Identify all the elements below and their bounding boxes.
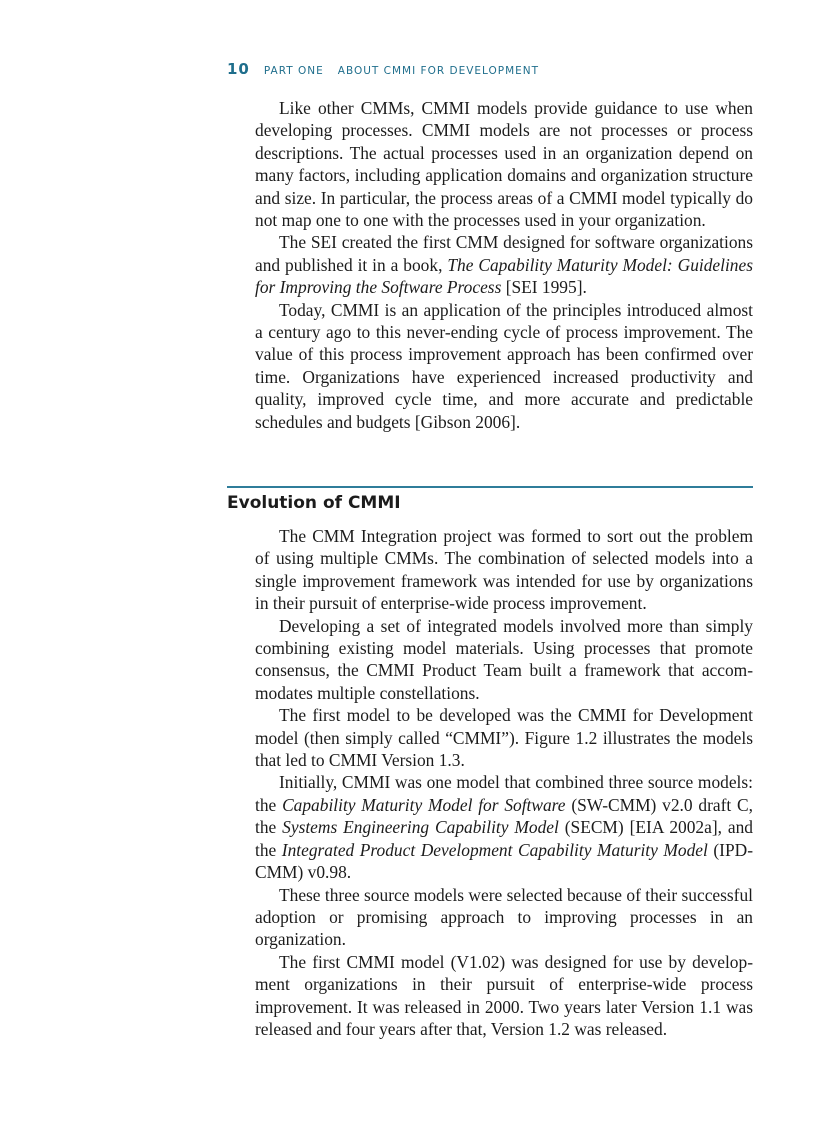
paragraph: These three source models were selected because of their successful adoption or promising approach to improving processes in an organization.: [255, 884, 753, 950]
paragraph-text: (IPD-CMM) v0.98.: [255, 839, 753, 883]
page-number: 10: [227, 60, 250, 78]
paragraph-text: Initially, CMMI was one model that combined three source models: the: [255, 772, 753, 815]
header-book-title: ABOUT CMMI FOR DEVELOPMENT: [337, 65, 540, 77]
paragraph: Developing a set of integrated models involved more than simply combining existing model materials. Using processes that promote consensus, the CMMI Product Team built a framework that accommodates multiple constellations.: [255, 615, 753, 703]
paragraph-text: (SW-CMM) v2.0 draft C, the: [255, 794, 754, 838]
paragraph: Like other CMMs, CMMI models provide guidance to use when developing processes. CMMI models are not processes or process descriptions. The actual processes used in an organization depend on many factors, including application domains and organization structure and size. In particular, the process areas of a CMMI model typically do not map one to one with the processes used in your organization.: [255, 98, 753, 231]
intro-text-block: [255, 97, 753, 433]
section-text-block: [255, 525, 753, 1040]
paragraph: [255, 771, 753, 883]
model-title-citation: Capability Maturity Model for Software: [282, 794, 566, 815]
paragraph-text: [SEI 1995].: [501, 277, 587, 298]
running-header: [227, 60, 539, 82]
paragraph: The CMM Integration project was formed to sort out the problem of using multiple CMMs. The combination of selected models into a single improvement framework was intended for use by organizations in their pursuit of enterprise-wide process improvement.: [255, 526, 753, 614]
paragraph: The first CMMI model (V1.02) was designed for use by development organizations in their pursuit of enterprise-wide process improvement. It was released in 2000. Two years later Version 1.1 was released and four years after that, Version 1.2 was released.: [255, 951, 753, 1039]
model-title-citation: Integrated Product Development Capability Maturity Model: [281, 839, 708, 860]
section-heading: Evolution of CMMI: [227, 493, 401, 513]
section-divider: [227, 486, 753, 488]
header-part-label: PART ONE: [263, 65, 324, 77]
paragraph-text: The SEI created the first CMM designed for software organizations and published it in a book,: [255, 232, 753, 275]
paragraph-text: (SECM) [EIA 2002a], and the: [255, 817, 754, 860]
book-title-citation: The Capability Maturity Model: Guidelines for Improving the Software Process: [255, 254, 753, 298]
paragraph: The first model to be developed was the CMMI for Development model (then simply called “CMMI”). Figure 1.2 illustrates the models that led to CMMI Version 1.3.: [255, 705, 753, 771]
paragraph: Today, CMMI is an application of the principles introduced almost a century ago to this never-ending cycle of process improvement. The value of this process improvement approach has been confirmed over time. Organizations have experienced increased productivity and quality, improved cycle time, and more accurate and predictable schedules and budgets [Gibson 2006].: [255, 299, 753, 432]
paragraph: [255, 231, 753, 298]
model-title-citation: Systems Engineering Capability Model: [282, 817, 559, 838]
